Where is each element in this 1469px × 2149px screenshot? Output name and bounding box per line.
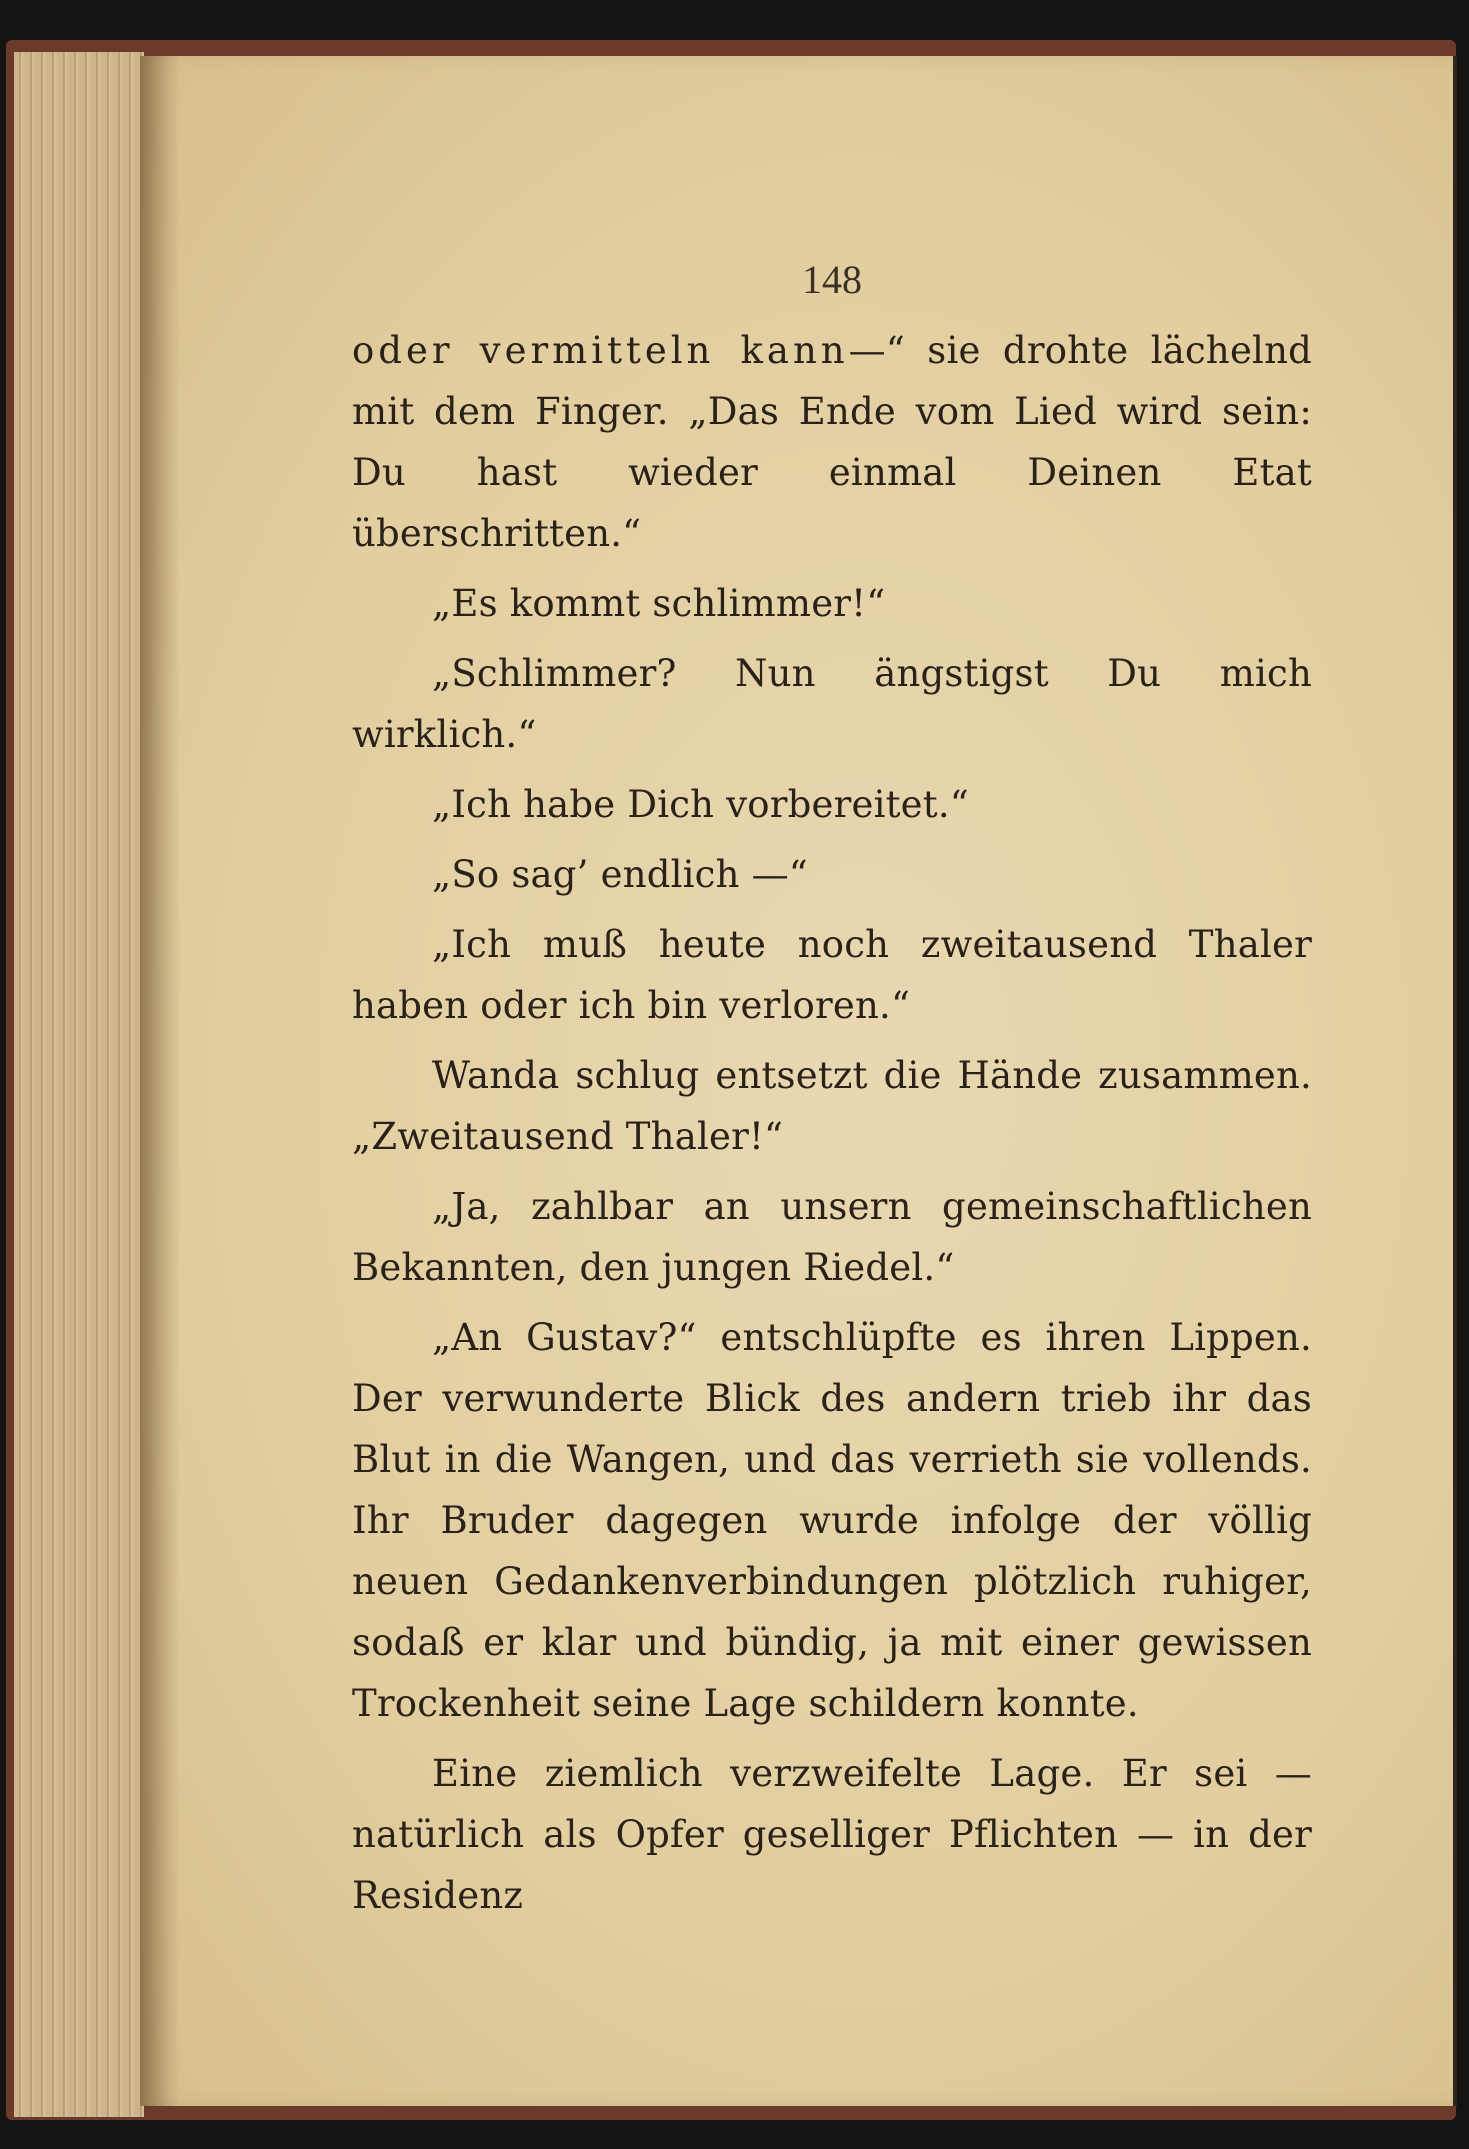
paragraph-1 (352, 320, 1312, 564)
gutter-shadow (140, 56, 180, 2106)
paragraph-1-text: —“ sie drohte lächelnd mit dem Finger. „Das Ende vom Lied wird sein: Du hast wieder einmal Deinen Etat überschritten.“ (352, 329, 1312, 555)
paragraph-9: „An Gustav?“ entschlüpfte es ihren Lippen. Der verwunderte Blick des andern trieb ihr das Blut in die Wangen, und das verrieth sie vollends. Ihr Bruder dagegen wurde infolge der völlig neuen Gedankenverbindungen plötzlich ruhiger, sodaß er klar und bündig, ja mit einer gewissen Trockenheit seine Lage schildern konnte. (352, 1316, 1312, 1725)
paragraph-6: „Ich muß heute noch zweitausend Thaler haben oder ich bin verloren.“ (352, 923, 1312, 1027)
paragraph-7: Wanda schlug entsetzt die Hände zusammen. „Zweitausend Thaler!“ (352, 1054, 1312, 1158)
paragraph-10: Eine ziemlich verzweifelte Lage. Er sei — natürlich als Opfer geselliger Pflichten — in der Residenz (352, 1752, 1312, 1917)
page-text-block (352, 257, 1312, 1935)
page-edges (14, 52, 144, 2117)
paragraph-3: „Schlimmer? Nun ängstigst Du mich wirklich.“ (352, 652, 1312, 756)
paragraph-5: „So sag’ endlich —“ (432, 853, 808, 896)
paragraph-2: „Es kommt schlimmer!“ (432, 582, 886, 625)
paragraph-8: „Ja, zahlbar an unsern gemeinschaftlichen Bekannten, den jungen Riedel.“ (352, 1185, 1312, 1289)
emphasized-text: oder vermitteln kann (352, 329, 849, 372)
page-right-edge (1453, 56, 1457, 2106)
page-number: 148 (802, 257, 862, 302)
paragraph-4: „Ich habe Dich vorbereitet.“ (432, 783, 969, 826)
